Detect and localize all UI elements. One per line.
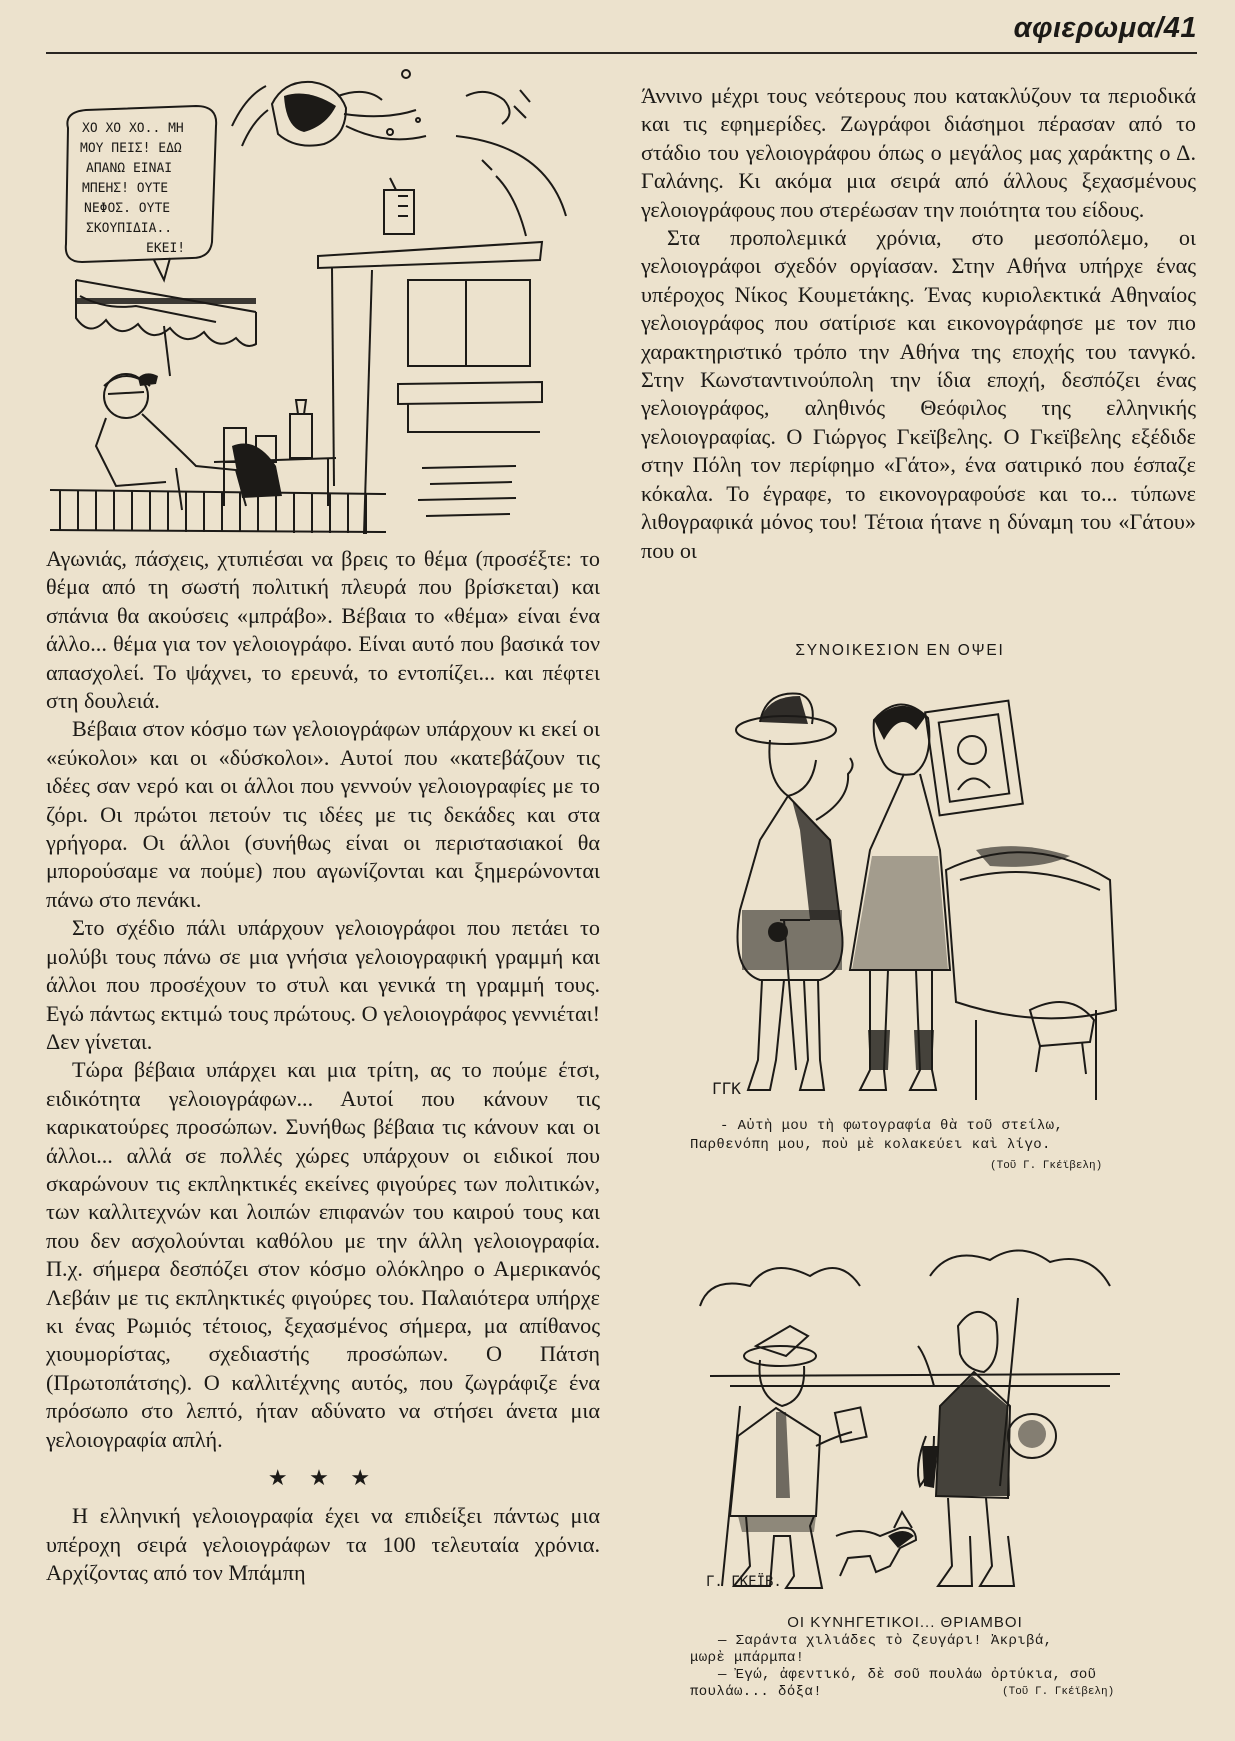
cartoon-1-caption — [690, 1117, 1120, 1155]
cartoon-2-title: ΟΙ ΚΥΝΗΓΕΤΙΚΟΙ... ΘΡΙΑΜΒΟΙ — [787, 1614, 1023, 1631]
speech-line-5: ΝΕΦΟΣ. ΟΥΤΕ — [84, 201, 171, 216]
cartoon-1-credit: (Τοῦ Γ. Γκέϊβελη) — [990, 1160, 1103, 1172]
paragraph: Αγωνιάς, πάσχεις, χτυπιέσαι να βρεις το θέμα (προσέξτε: το θέμα από τη σωστή πολιτική πλευρά που βρίσκεται) και σπάνια θα ακούσεις «μπράβο». Βέβαια το «θέμα» είναι ένα άλλο... θέμα για τον γελοιογράφο. Είναι αυτό που βασικά τον απασχολεί. Το ψάχνει, το ερευνά, το εντοπίζει... και πέφτει στη δουλειά. — [46, 546, 600, 714]
cartoon-2-illustration — [690, 1236, 1140, 1606]
cartoon-1-illustration — [700, 670, 1120, 1110]
cartoon-2-signature: Γ. ΓΚΕΪΒ. — [706, 1574, 782, 1590]
speech-line-3: ΑΠΑΝΩ ΕΙΝΑΙ — [86, 161, 173, 176]
speech-line-4: ΜΠΕΗΣ! ΟΥΤΕ — [82, 181, 169, 196]
speech-line-6: ΣΚΟΥΠΙΔΙΑ.. — [86, 221, 173, 236]
caption-line: — Σαράντα χιλιάδες τὸ ζευγάρι! Ἀκριβά, — [718, 1633, 1053, 1649]
paragraph: Στα προπολεμικά χρόνια, στο μεσοπόλεμο, οι γελοιογράφοι σχεδόν οργίασαν. Στην Αθήνα υπήρχε ένας υπέροχος Νίκος Κουμετάκης. Ένας κυριολεκτικά Αθηναίος γελοιογράφος που σατίρισε και εικονογράφησε με τον πιο χαρακτηριστικό τρόπο την Αθήνα της εποχής του τανγκό. Στην Κωνσταντινούπολη την ίδια εποχή, δεσπόζει ένας γελοιογράφος, αληθινός Θεόφιλος της ελληνικής γελοιογραφίας. Ο Γιώργος Γκεϊβελης. Ο Γκεϊβελης εξέδιδε στην Πόλη τον περίφημο «Γάτο», ένα σατιρικό που έσπαζε κόκαλα. Το έγραφε, το εικονογραφούσε και το... τύπωνε λιθογραφικά μόνος του! Τέτοια ήτανε η δύναμη του «Γάτου» που οι — [641, 225, 1196, 563]
cartoon-1-signature: ΓΓΚ — [712, 1079, 741, 1098]
cartoon-2-credit: (Τοῦ Γ. Γκέϊβελη) — [1002, 1686, 1115, 1698]
caption-line: — Ἐγώ, ἀφεντικό, δὲ σοῦ πουλάω ὀρτύκια, σοῦ — [718, 1667, 1097, 1683]
cartoon-1-title: ΣΥΝΟΙΚΕΣΙΟΝ ΕΝ ΟΨΕΙ — [795, 642, 1005, 659]
caption-line: μωρὲ μπάρμπα! — [690, 1650, 805, 1666]
section-page-title: αφιερωμα/41 — [1013, 12, 1197, 44]
paragraph: Τώρα βέβαια υπάρχει και μια τρίτη, ας το πούμε έτσι, ειδικότητα γελοιογράφων... Αυτοί που κάνουν τις καρικατούρες προσώπων. Συνήθως βέβαια τις κάνουν και οι άλλοι... αλλά σε πολλές χώρες υπάρχουν οι ειδικοί που σκαρώνουν τις εκπληκτικές εκείνες φιγούρες των πολιτικών, των καλλιτεχνών και λοιπών επιφανών του καιρού τους και που δεν ασχολούνται καθόλου με την άλλη γελοιογραφία. Π.χ. σήμερα δεσπόζει στον κόσμο ολόκληρο ο Αμερικανός Λεβάιν με τις εκπληκτικές φιγούρες του. Παλαιότερα υπήρχε κι ένας Ρωμιός τέτοιος, ξεχασμένος σήμερα, μα απίθανος χιουμορίστας, σχεδιαστής προσώπων. Ο Πάτση (Πρωτοπάτσης). Ο καλλιτέχνης αυτός, που ζωγράφιζε ένα πρόσωπο στο λεπτό, ήταν αδύνατο να στήσει άνετα μια γελοιογραφία απλή. — [46, 1057, 600, 1452]
speech-line-1: ΧΟ ΧΟ ΧΟ.. ΜΗ — [82, 121, 184, 136]
caption-line: - Αὐτὴ μου τὴ φωτογραφία θὰ τοῦ στείλω, — [720, 1118, 1064, 1134]
paragraph: Άννινο μέχρι τους νεότερους που κατακλύζουν τα περιοδικά και τις εφημερίδες. Ζωγράφοι διάσημοι πέρασαν από το στάδιο του γελοιογράφου όπως ο μεγάλος μας χαράκτης ο Δ. Γαλάνης. Κι ακόμα μια σειρά από άλλους ξεχασμένους γελοιογράφους που στερέωσαν την ποιότητα του είδους. — [641, 83, 1196, 222]
speech-line-2: ΜΟΥ ΠΕΙΣ! ΕΔΩ — [80, 141, 182, 156]
right-text-column — [641, 82, 1196, 565]
paragraph: Η ελληνική γελοιογραφία έχει να επιδείξει πάντως μια υπέροχη σειρά γελοιογράφων τα 100 τελευταία χρόνια. Αρχίζοντας από τον Μπάμπη — [46, 1503, 600, 1586]
paragraph: Στο σχέδιο πάλι υπάρχουν γελοιογράφοι που πετάει το μολύβι τους πάνω σε μια γνήσια γελοιογραφική γραμμή και άλλοι που προσέχουν το στυλ και γενικά τη γραμμή τους. Εγώ πάντως εκτιμώ τους πρώτους. Ο γελοιογράφος γεννιέται! Δεν γίνεται. — [46, 915, 600, 1054]
paragraph: Βέβαια στον κόσμο των γελοιογράφων υπάρχουν κι εκεί οι «εύκολοι» και οι «δύσκολοι». Αυτοί που «κατεβάζουν τις ιδέες σαν νερό και οι άλλοι που γεννούν γελοιογραφίες με το ζόρι. Οι πρώτοι πετούν τις ιδέες με τις δεκάδες και στα γρήγορα. Οι άλλοι (συνήθως είναι οι περιστασιακοί θα μπορούσαμε να πούμε) που αγωνίζονται και ξημερώνονται πάνω στο πενάκι. — [46, 716, 600, 912]
caption-line: Παρθενόπη μου, ποὺ μὲ κολακεύει καὶ λίγο. — [690, 1137, 1051, 1153]
section-separator: ★ ★ ★ — [267, 1465, 379, 1490]
top-cartoon-illustration — [46, 66, 606, 536]
page-header — [46, 8, 1197, 54]
speech-line-7: ΕΚΕΙ! — [146, 241, 186, 256]
left-text-column — [46, 545, 600, 1588]
caption-line: πουλάω... δόξα! — [690, 1684, 823, 1700]
